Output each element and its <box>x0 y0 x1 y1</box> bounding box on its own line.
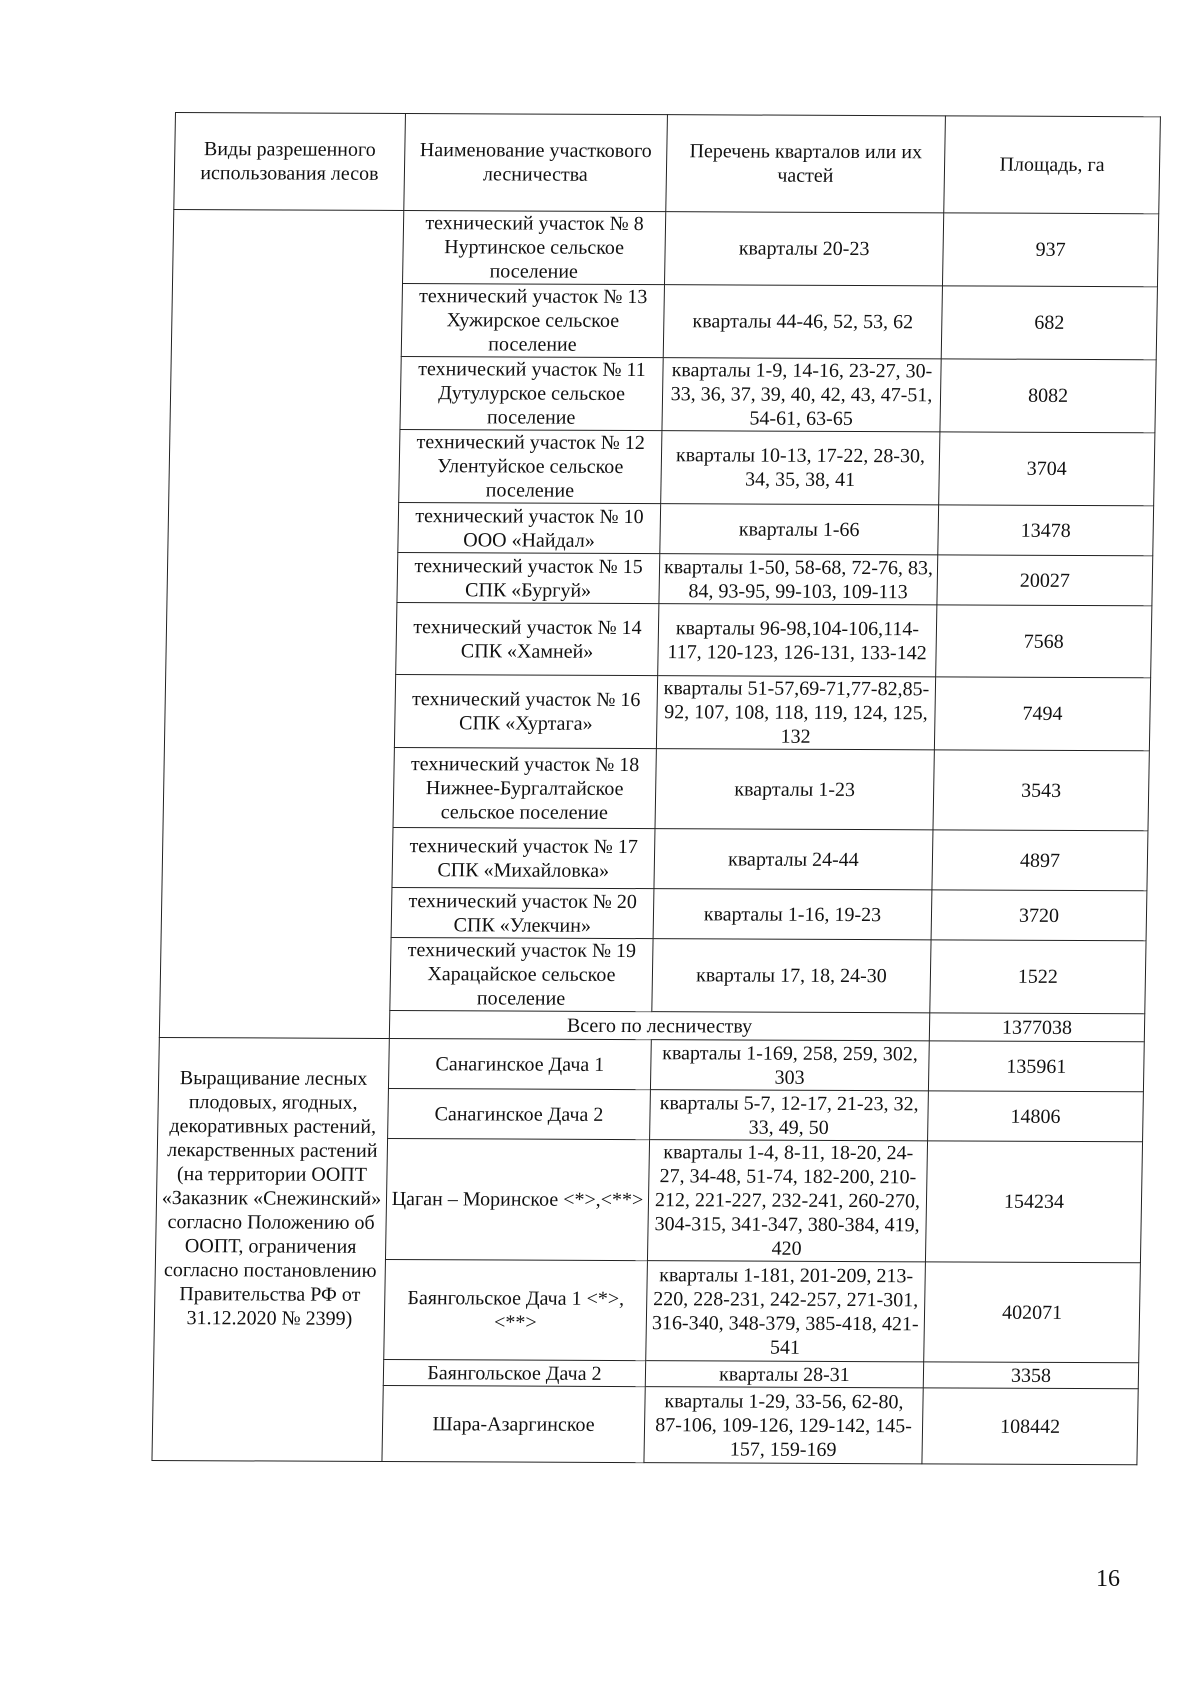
quarters-cell: кварталы 1-16, 19-23 <box>653 889 932 940</box>
area-cell: 3720 <box>931 890 1147 941</box>
quarters-cell: кварталы 20-23 <box>664 212 943 286</box>
area-cell: 13478 <box>938 505 1154 556</box>
quarters-cell: кварталы 28-31 <box>645 1361 923 1388</box>
forest-use-table <box>151 112 1160 1465</box>
forestry-cell: технический участок № 13 Хужирское сельское поселение <box>401 284 664 358</box>
quarters-cell: кварталы 1-50, 58-68, 72-76, 83, 84, 93-95, 99-103, 109-113 <box>659 554 938 605</box>
forestry-cell: Шара-Азаргинское <box>382 1385 645 1462</box>
area-cell: 3358 <box>923 1362 1138 1389</box>
forestry-cell: технический участок № 17 СПК «Михайловка» <box>392 827 655 888</box>
header-use-type: Виды разрешенного использования лесов <box>174 113 406 211</box>
quarters-cell: кварталы 10-13, 17-22, 28-30, 34, 35, 38, 41 <box>661 431 940 505</box>
table-header-row <box>174 113 1161 214</box>
area-cell: 7568 <box>936 605 1152 678</box>
document-page <box>151 112 1159 1465</box>
area-cell: 402071 <box>924 1262 1141 1363</box>
area-cell: 108442 <box>922 1388 1138 1465</box>
forestry-cell: Санагинское Дача 1 <box>388 1038 651 1089</box>
forestry-cell: технический участок № 19 Харацайское сельское поселение <box>390 937 653 1011</box>
area-cell: 154234 <box>925 1141 1142 1263</box>
area-cell: 937 <box>942 213 1158 287</box>
use-type-cell: Выращивание лесных плодовых, ягодных, декоративных растений, лекарственных растений (на территории ООПТ «Заказник «Снежинский» согласно Положению об ООПТ, ограничения согласно постановлению Правительства РФ от 31.12.2020 № 2399) <box>152 1037 389 1461</box>
table-row <box>158 1037 1144 1091</box>
quarters-cell: кварталы 96-98,104-106,114-117, 120-123, 126-131, 133-142 <box>658 604 937 677</box>
area-cell: 4897 <box>932 830 1148 891</box>
quarters-cell: кварталы 24-44 <box>654 829 933 890</box>
header-forestry: Наименование участкового лесничества <box>404 114 668 212</box>
header-area: Площадь, га <box>944 116 1161 214</box>
quarters-cell: кварталы 1-23 <box>655 749 934 830</box>
table-row <box>173 210 1159 287</box>
forestry-cell: технический участок № 12 Улентуйское сельское поселение <box>399 430 662 504</box>
quarters-cell: кварталы 1-9, 14-16, 23-27, 30-33, 36, 37, 39, 40, 42, 43, 47-51, 54-61, 63-65 <box>662 358 941 432</box>
quarters-cell: кварталы 1-181, 201-209, 213-220, 228-231, 242-257, 271-301, 316-340, 348-379, 385-418, 421-541 <box>646 1261 926 1362</box>
quarters-cell: кварталы 1-66 <box>660 504 939 555</box>
forestry-cell: технический участок № 10 ООО «Найдал» <box>398 503 661 554</box>
area-cell: 3704 <box>939 432 1155 506</box>
area-cell: 135961 <box>928 1041 1144 1092</box>
quarters-cell: кварталы 44-46, 52, 53, 62 <box>663 285 942 359</box>
forestry-cell: технический участок № 16 СПК «Хуртага» <box>394 675 657 749</box>
header-quarters: Перечень кварталов или их частей <box>666 115 946 213</box>
area-cell: 3543 <box>933 750 1149 831</box>
forestry-cell: технический участок № 11 Дутулурское сельское поселение <box>400 357 663 431</box>
quarters-cell: кварталы 1-4, 8-11, 18-20, 24-27, 34-48, 51-74, 182-200, 210-212, 221-227, 232-241, 260-270, 304-315, 341-347, 380-384, 419, 420 <box>647 1140 927 1262</box>
forestry-cell: технический участок № 14 СПК «Хамней» <box>396 603 659 676</box>
forestry-cell: технический участок № 20 СПК «Улекчин» <box>391 887 654 938</box>
area-cell: 7494 <box>934 677 1150 751</box>
forestry-cell: Санагинское Дача 2 <box>388 1088 651 1139</box>
page-number: 16 <box>1096 1566 1120 1592</box>
quarters-cell: кварталы 1-169, 258, 259, 302, 303 <box>650 1040 929 1091</box>
area-cell: 682 <box>941 286 1157 360</box>
quarters-cell: кварталы 51-57,69-71,77-82,85-92, 107, 108, 118, 119, 124, 125, 132 <box>656 676 935 750</box>
total-area: 1377038 <box>929 1013 1144 1042</box>
area-cell: 8082 <box>940 359 1156 433</box>
quarters-cell: кварталы 1-29, 33-56, 62-80, 87-106, 109-126, 129-142, 145-157, 159-169 <box>644 1387 923 1464</box>
total-label: Всего по лесничеству <box>389 1010 929 1040</box>
forestry-cell: технический участок № 15 СПК «Бургуй» <box>397 553 660 604</box>
forestry-cell: Баянгольское Дача 1 <*>,<**> <box>384 1259 648 1360</box>
forestry-cell: технический участок № 18 Нижнее-Бургалтайское сельское поселение <box>393 747 656 828</box>
use-type-cell-empty <box>159 210 403 1039</box>
quarters-cell: кварталы 17, 18, 24-30 <box>652 939 931 1013</box>
forestry-cell: технический участок № 8 Нуртинское сельское поселение <box>403 211 666 285</box>
area-cell: 1522 <box>930 940 1146 1014</box>
forestry-cell: Цаган – Моринское <*>,<**> <box>385 1138 649 1260</box>
quarters-cell: кварталы 5-7, 12-17, 21-23, 32, 33, 49, 50 <box>650 1090 929 1141</box>
forestry-cell: Баянгольское Дача 2 <box>383 1359 645 1386</box>
area-cell: 20027 <box>937 555 1153 606</box>
area-cell: 14806 <box>928 1091 1144 1142</box>
